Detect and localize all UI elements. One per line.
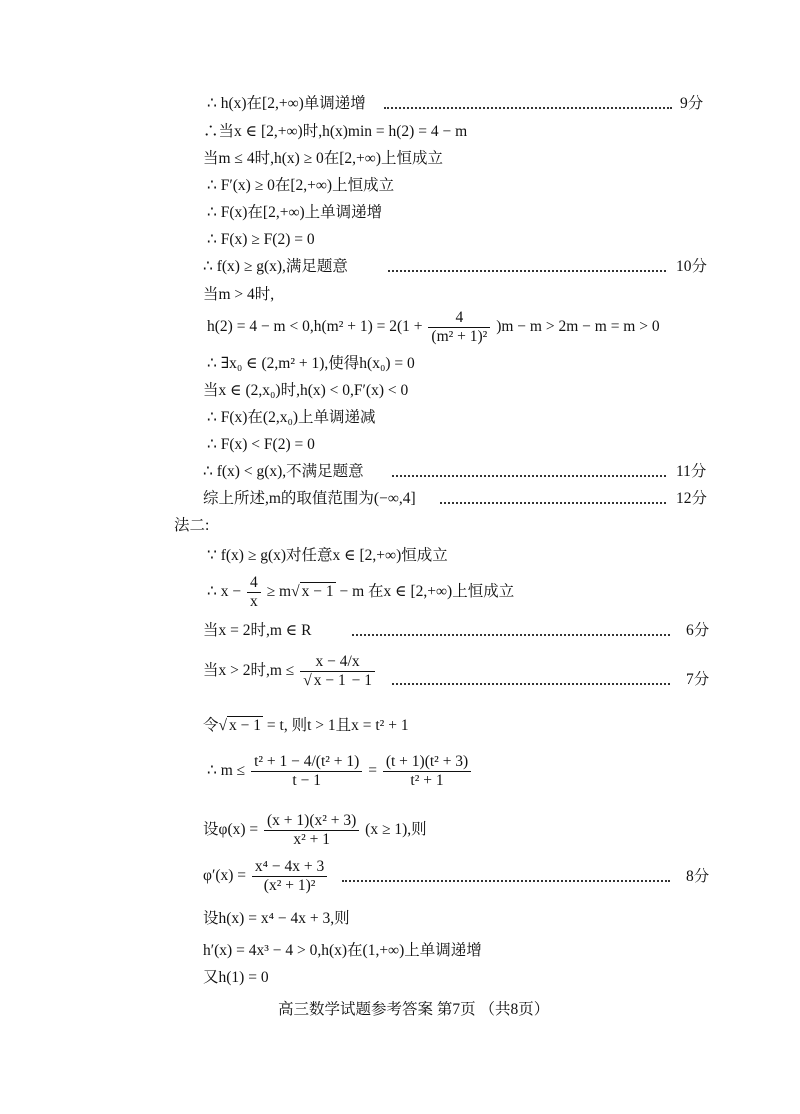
numerator: t² + 1 − 4/(t² + 1) xyxy=(254,753,360,770)
line-F-prime: ∴ F′(x) ≥ 0在[2,+∞)上恒成立 xyxy=(207,177,395,194)
score-7: 7分 xyxy=(686,671,710,688)
line-h1-zero: 又h(1) = 0 xyxy=(203,969,269,986)
numerator: 4 xyxy=(249,574,258,591)
denominator: t − 1 xyxy=(251,771,362,790)
line-f-ge-g: ∴ f(x) ≥ g(x),满足题意 xyxy=(203,258,348,275)
score-6: 6分 xyxy=(686,622,710,639)
line-conclusion: 综上所述,m的取值范围为(−∞,4] xyxy=(203,490,416,507)
line-phi-derivative xyxy=(203,858,329,895)
expr-part: )m − m > 2m − m = m > 0 xyxy=(496,318,660,336)
leader-dots xyxy=(440,502,666,504)
line-x-gt-2 xyxy=(203,653,377,690)
denominator: (x² + 1)² xyxy=(252,876,327,895)
expr-part: (x ≥ 1),则 xyxy=(365,821,427,839)
fraction xyxy=(247,574,261,611)
expr-part: = t, 则t > 1且x = t² + 1 xyxy=(266,717,409,734)
score-10: 10分 xyxy=(676,258,708,275)
line-F-increasing: ∴ F(x)在[2,+∞)上单调递增 xyxy=(207,204,383,221)
denominator: √ x − 1 − 1 xyxy=(300,671,375,690)
radicand: x − 1 xyxy=(301,583,334,601)
numerator: x − 4/x xyxy=(315,653,360,670)
line-m-gt-4: 当m > 4时, xyxy=(203,286,275,303)
line-condition: ∵ f(x) ≥ g(x)对任意x ∈ [2,+∞)恒成立 xyxy=(207,547,448,564)
line-F-ge-0: ∴ F(x) ≥ F(2) = 0 xyxy=(207,231,315,248)
fraction xyxy=(428,309,490,346)
line-inequality-sqrt xyxy=(207,574,514,611)
numerator: (t + 1)(t² + 3) xyxy=(385,753,469,770)
line-h-min: ∴当x ∈ [2,+∞)时,h(x)min = h(2) = 4 − m xyxy=(203,123,468,140)
leader-dots xyxy=(384,107,672,109)
leader-dots xyxy=(342,880,670,882)
line-F-lt-0: ∴ F(x) < F(2) = 0 xyxy=(207,436,315,453)
line-F-decreasing: ∴ F(x)在(2,x₀)上单调递减 xyxy=(207,409,376,426)
expr-part: ∴ x − xyxy=(207,583,242,601)
radicand: x − 1 xyxy=(313,672,346,689)
expr-part: − 1 xyxy=(351,672,372,689)
denominator: t² + 1 xyxy=(383,771,471,790)
line-m-le-4: 当m ≤ 4时,h(x) ≥ 0在[2,+∞)上恒成立 xyxy=(203,150,444,167)
denominator: x xyxy=(247,592,261,611)
leader-dots xyxy=(392,475,666,477)
score-12: 12分 xyxy=(676,490,708,507)
fraction xyxy=(383,753,471,790)
leader-dots xyxy=(388,270,666,272)
method-two-heading: 法二: xyxy=(174,517,210,534)
line-substitution xyxy=(203,716,409,736)
denominator: (m² + 1)² xyxy=(428,327,490,346)
page-footer: 高三数学试题参考答案 第7页 （共8页） xyxy=(278,1001,550,1018)
line-m-bound-t xyxy=(207,753,473,790)
expr-part: h(2) = 4 − m < 0,h(m² + 1) = 2(1 + xyxy=(207,318,423,336)
numerator: (x + 1)(x² + 3) xyxy=(267,812,357,829)
line-h-definition: 设h(x) = x⁴ − 4x + 3,则 xyxy=(203,910,350,927)
line-phi-definition xyxy=(203,812,427,849)
line-monotonic-h: ∴ h(x)在[2,+∞)单调递增 xyxy=(207,95,366,112)
denominator: x² + 1 xyxy=(264,830,359,849)
sqrt-symbol: √ xyxy=(291,583,300,601)
fraction xyxy=(252,858,327,895)
expr-part: 设φ(x) = xyxy=(203,821,259,839)
expr-part: ∴ m ≤ xyxy=(207,762,246,780)
line-f-lt-g: ∴ f(x) < g(x),不满足题意 xyxy=(203,463,364,480)
leader-dots xyxy=(392,683,670,685)
score-8: 8分 xyxy=(686,868,710,885)
line-h-prime: h′(x) = 4x³ − 4 > 0,h(x)在(1,+∞)上单调递增 xyxy=(203,942,482,959)
expr-part: ≥ m xyxy=(266,583,292,601)
line-h2-inequality xyxy=(207,309,660,346)
expr-part: φ′(x) = xyxy=(203,867,247,885)
numerator: 4 xyxy=(455,309,464,326)
fraction xyxy=(251,753,362,790)
expr-part: 当x > 2时,m ≤ xyxy=(203,662,295,680)
fraction xyxy=(264,812,359,849)
fraction xyxy=(300,653,375,690)
sqrt-symbol: √ xyxy=(218,717,228,734)
line-x-eq-2: 当x = 2时,m ∈ R xyxy=(203,622,312,639)
line-x-in-2-x0: 当x ∈ (2,x₀)时,h(x) < 0,F′(x) < 0 xyxy=(203,382,409,399)
score-11: 11分 xyxy=(676,463,707,480)
line-exists-x0: ∴ ∃x₀ ∈ (2,m² + 1),使得h(x₀) = 0 xyxy=(207,355,415,372)
score-9: 9分 xyxy=(680,95,704,112)
numerator: x⁴ − 4x + 3 xyxy=(254,858,325,875)
expr-part: = xyxy=(368,762,377,780)
radicand: x − 1 xyxy=(229,717,262,734)
expr-part: − m 在x ∈ [2,+∞)上恒成立 xyxy=(339,583,515,601)
leader-dots xyxy=(352,634,670,636)
expr-part: 令 xyxy=(203,717,219,734)
